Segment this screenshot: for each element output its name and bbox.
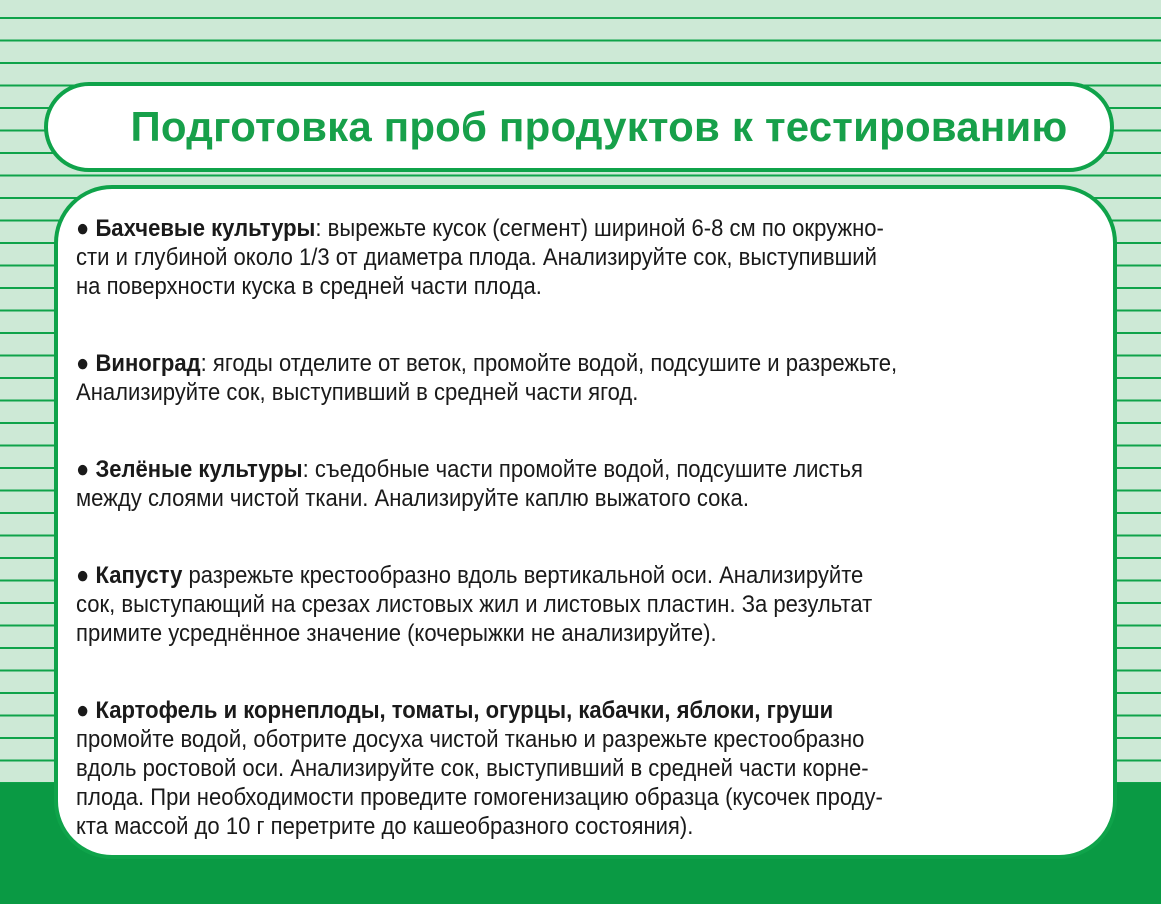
instruction-item-grapes	[76, 349, 1111, 407]
item-heading: Капусту	[95, 562, 183, 589]
instruction-item-cabbage	[76, 561, 1111, 648]
page-title: Подготовка проб продуктов к тестированию	[130, 103, 1068, 150]
item-text: промойте водой, оботрите досуха чистой тканью и разрежьте крестообразно вдоль ростовой оси. Анализируйте сок, выступивший в средней части корне- плода. При необходимости проведите гомогенизацию образца (кусочек проду- кта массой до 10 г перетрите до кашеобразного состояния).	[76, 726, 883, 840]
item-text: : вырежьте кусок (сегмент) шириной 6-8 см по окружно- сти и глубиной около 1/3 от диаметра плода. Анализируйте сок, выступивший на поверхности куска в средней части плода.	[76, 215, 884, 300]
bullet: ●	[76, 562, 90, 589]
instructions-list	[76, 214, 1012, 840]
bullet: ●	[76, 215, 90, 242]
item-heading: Бахчевые культуры	[95, 215, 316, 242]
instruction-item-melons	[76, 214, 1111, 301]
instruction-item-greens	[76, 455, 1111, 513]
bullet: ●	[76, 456, 90, 483]
item-text: : ягоды отделите от веток, промойте водой, подсушите и разрежьте, Анализируйте сок, выступивший в средней части ягод.	[76, 350, 898, 406]
item-heading: Виноград	[95, 350, 201, 377]
item-heading: Картофель и корнеплоды, томаты, огурцы, кабачки, яблоки, груши	[95, 697, 834, 724]
item-heading: Зелёные культуры	[95, 456, 303, 483]
bullet: ●	[76, 350, 90, 377]
bullet: ●	[76, 697, 90, 724]
instruction-item-root-vegetables	[76, 696, 1111, 841]
item-text: : съедобные части промойте водой, подсушите листья между слоями чистой ткани. Анализируйте каплю выжатого сока.	[76, 456, 863, 512]
item-text: разрежьте крестообразно вдоль вертикальной оси. Анализируйте сок, выступающий на срезах листовых жил и листовых пластин. За результат примите усреднённое значение (кочерыжки не анализируйте).	[76, 562, 873, 647]
